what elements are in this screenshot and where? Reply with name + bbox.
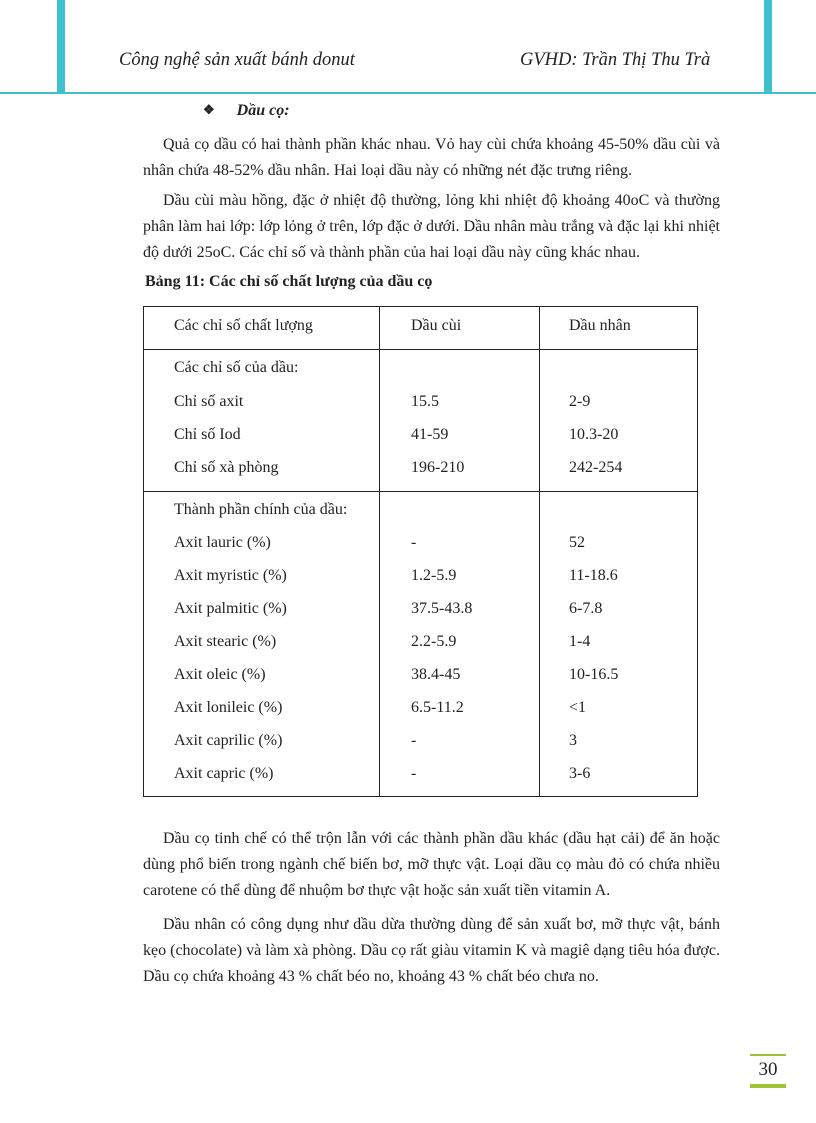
table-cell: <1 [569, 699, 587, 716]
header-document-title: Công nghệ sản xuất bánh donut [119, 50, 355, 70]
header-supervisor: GVHD: Trần Thị Thu Trà [520, 50, 711, 70]
table-cell: 38.4-45 [411, 666, 461, 683]
table-cell: 1.2-5.9 [411, 567, 457, 584]
table-cell: 52 [569, 534, 585, 551]
table-cell: 2-9 [569, 393, 591, 410]
table-cell: - [411, 765, 417, 782]
table-cell: 1-4 [569, 633, 591, 650]
table-cell: Axit myristic (%) [174, 567, 287, 584]
page-number-bottom-rule [750, 1084, 786, 1088]
table-column-divider [379, 307, 380, 796]
table-cell: Axit lonileic (%) [174, 699, 283, 716]
table-cell: Chỉ số Iod [174, 426, 241, 443]
table-cell: Chỉ số axit [174, 393, 244, 410]
table-cell: 37.5-43.8 [411, 600, 473, 617]
table-cell: 196-210 [411, 459, 465, 476]
page-number-top-rule [750, 1054, 786, 1056]
table-cell: 6.5-11.2 [411, 699, 464, 716]
table-header-criteria: Các chỉ số chất lượng [174, 317, 313, 334]
table-cell: 10-16.5 [569, 666, 619, 683]
header-divider [0, 92, 816, 94]
section-heading-text: Dầu cọ: [236, 102, 290, 119]
table-cell: 242-254 [569, 459, 623, 476]
table-cell: 10.3-20 [569, 426, 619, 443]
table-cell: 3 [569, 732, 577, 749]
table-cell: Axit palmitic (%) [174, 600, 287, 617]
paragraph-3: Dầu cọ tinh chế có thể trộn lẫn với các thành phần dầu khác (dầu hạt cải) để ăn hoặc dùng phổ biến trong ngành chế biến bơ, mỡ thực vật. Loại dầu cọ màu đỏ có chứa nhiều carotene có thể dùng để nhuộm bơ thực vật hoặc sản xuất tiền vitamin A. [143, 830, 720, 899]
table-cell: Axit caprilic (%) [174, 732, 283, 749]
table-header-kernel-oil: Dầu nhân [569, 317, 631, 334]
table-group-title: Thành phần chính của dầu: [174, 501, 348, 518]
table-cell: - [411, 534, 417, 551]
table-cell: - [411, 732, 417, 749]
diamond-bullet-icon: ❖ [203, 102, 215, 117]
quality-table [143, 306, 698, 797]
table-column-divider [539, 307, 540, 796]
page-number: 30 [758, 1059, 778, 1080]
table-row-divider [144, 491, 697, 492]
header-left-bar [57, 0, 65, 92]
table-cell: 6-7.8 [569, 600, 603, 617]
table-cell: Axit capric (%) [174, 765, 274, 782]
section-heading [203, 102, 290, 120]
table-cell: 41-59 [411, 426, 449, 443]
table-cell: 15.5 [411, 393, 439, 410]
table-caption: Bảng 11: Các chỉ số chất lượng của dầu cọ [145, 273, 433, 290]
table-cell: 3-6 [569, 765, 591, 782]
table-header-pulp-oil: Dầu cùi [411, 317, 462, 334]
table-cell: Axit stearic (%) [174, 633, 277, 650]
paragraph-2: Dầu cùi màu hồng, đặc ở nhiệt độ thường, lỏng khi nhiệt độ khoảng 40oC và thường phân làm hai lớp: lớp lỏng ở trên, lớp đặc ở dưới. Dầu nhân màu trắng và đặc lại khi nhiệt độ dưới 25oC. Các chỉ số và thành phần của hai loại dầu này cũng khác nhau. [143, 192, 720, 261]
table-cell: 11-18.6 [569, 567, 618, 584]
paragraph-1: Quả cọ dầu có hai thành phần khác nhau. Vỏ hay cùi chứa khoảng 45-50% dầu cùi và nhân chứa 48-52% dầu nhân. Hai loại dầu này có những nét đặc trưng riêng. [143, 136, 720, 179]
table-group-title: Các chỉ số của dầu: [174, 359, 299, 376]
table-cell: Axit oleic (%) [174, 666, 266, 683]
table-row-divider [144, 349, 697, 350]
header-right-bar [764, 0, 772, 92]
table-cell: Chỉ số xà phòng [174, 459, 279, 476]
table-cell: 2.2-5.9 [411, 633, 457, 650]
table-cell: Axit lauric (%) [174, 534, 271, 551]
paragraph-4: Dầu nhân có công dụng như dầu dừa thường dùng để sản xuất bơ, mỡ thực vật, bánh kẹo (chocolate) và làm xà phòng. Dầu cọ rất giàu vitamin K và magiê dạng tiêu hóa được. Dầu cọ chứa khoảng 43 % chất béo no, khoảng 43 % chất béo chưa no. [143, 916, 720, 985]
